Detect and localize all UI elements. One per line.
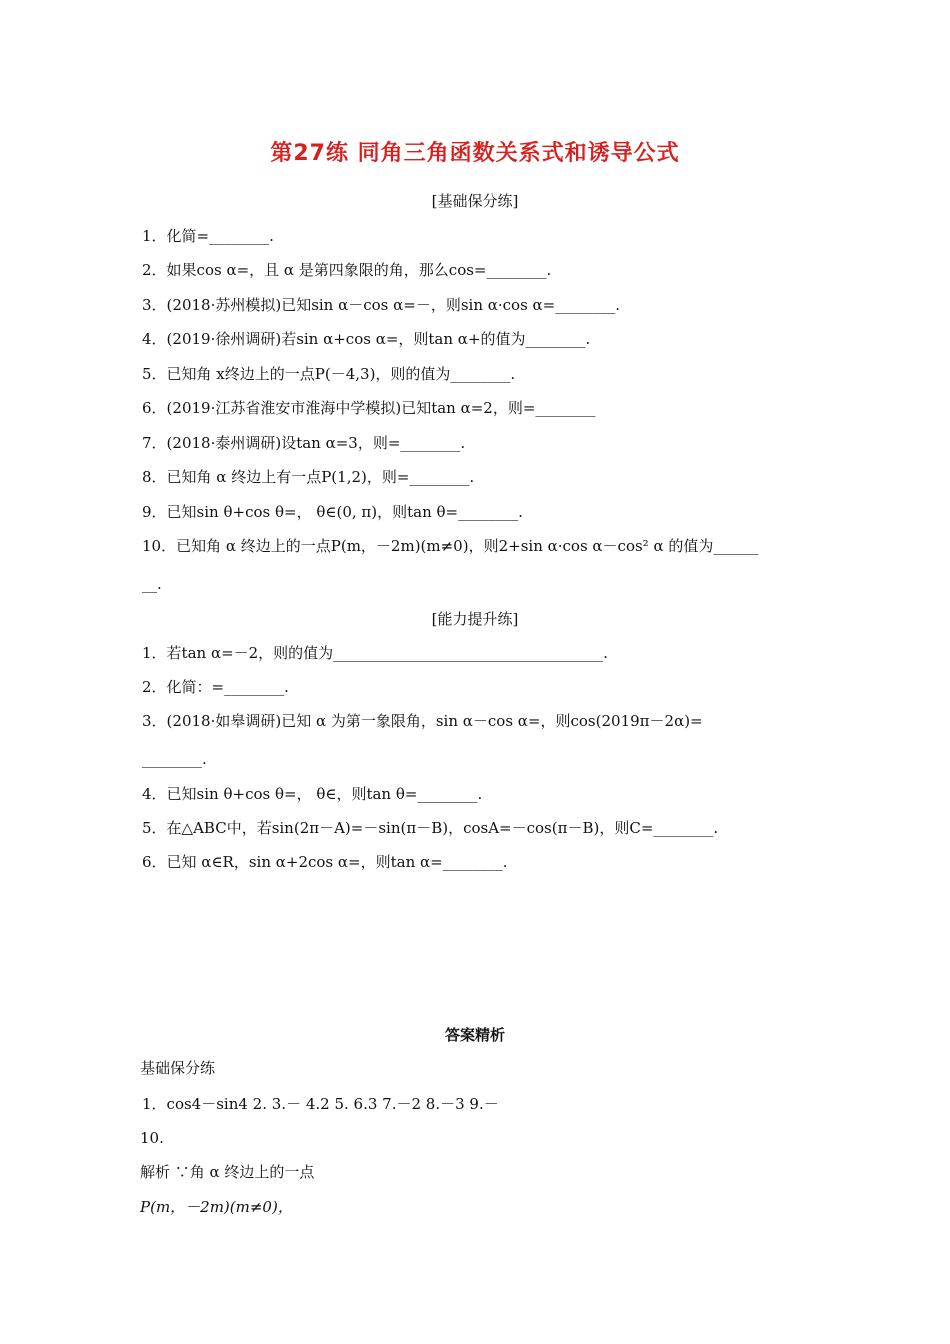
basic-item-8: 8．已知角 α 终边上有一点P(1,2)，则=________. bbox=[142, 468, 475, 486]
basic-item-10-continued: __. bbox=[142, 575, 162, 593]
advanced-item-6: 6．已知 α∈R，sin α+2cos α=，则tan α=________. bbox=[142, 853, 508, 871]
basic-item-9: 9．已知sin θ+cos θ=， θ∈(0, π)，则tan θ=________. bbox=[142, 503, 523, 521]
answers-line-1: 1．cos4－sin4 2. 3.－ 4.2 5. 6.3 7.－2 8.－3 9.－ bbox=[142, 1095, 499, 1113]
answers-line-3: 解析 ∵角 α 终边上的一点 bbox=[140, 1163, 315, 1181]
advanced-item-5: 5．在△ABC中，若sin(2π－A)=－sin(π－B)，cosA=－cos(π－B)，则C=________. bbox=[142, 819, 719, 837]
basic-item-5: 5．已知角 x终边上的一点P(－4,3)，则的值为________. bbox=[142, 365, 516, 383]
basic-item-1: 1．化简=________. bbox=[142, 227, 274, 245]
answers-line-4: P(m，－2m)(m≠0)， bbox=[140, 1198, 293, 1216]
page-title: 第27练 同角三角函数关系式和诱导公式 bbox=[270, 141, 680, 166]
basic-item-4: 4．(2019·徐州调研)若sin α+cos α=，则tan α+的值为________. bbox=[142, 330, 591, 348]
answers-line-2: 10. bbox=[140, 1129, 164, 1147]
advanced-item-3-continued: ________. bbox=[142, 750, 207, 768]
section-advanced-heading: [能力提升练] bbox=[431, 610, 519, 628]
basic-item-3: 3．(2018·苏州模拟)已知sin α－cos α=－，则sin α·cos α=________. bbox=[142, 296, 621, 314]
basic-item-6: 6．(2019·江苏省淮安市淮海中学模拟)已知tan α=2，则=________ bbox=[142, 399, 596, 417]
answers-heading: 答案精析 bbox=[444, 1026, 505, 1044]
advanced-item-1: 1．若tan α=－2，则的值为____________________________________. bbox=[142, 644, 608, 662]
section-basic-heading: [基础保分练] bbox=[431, 192, 519, 210]
answers-section-label: 基础保分练 bbox=[140, 1059, 216, 1077]
basic-item-10: 10．已知角 α 终边上的一点P(m，－2m)(m≠0)，则2+sin α·cos α－cos² α 的值为______ bbox=[142, 537, 759, 555]
basic-item-2: 2．如果cos α=，且 α 是第四象限的角，那么cos=________. bbox=[142, 261, 552, 279]
advanced-item-4: 4．已知sin θ+cos θ=， θ∈，则tan θ=________. bbox=[142, 785, 483, 803]
advanced-item-3: 3．(2018·如皋调研)已知 α 为第一象限角，sin α－cos α=，则cos(2019π－2α)= bbox=[142, 712, 703, 730]
basic-item-7: 7．(2018·泰州调研)设tan α=3，则=________. bbox=[142, 434, 466, 452]
advanced-item-2: 2．化简：=________. bbox=[142, 678, 289, 696]
